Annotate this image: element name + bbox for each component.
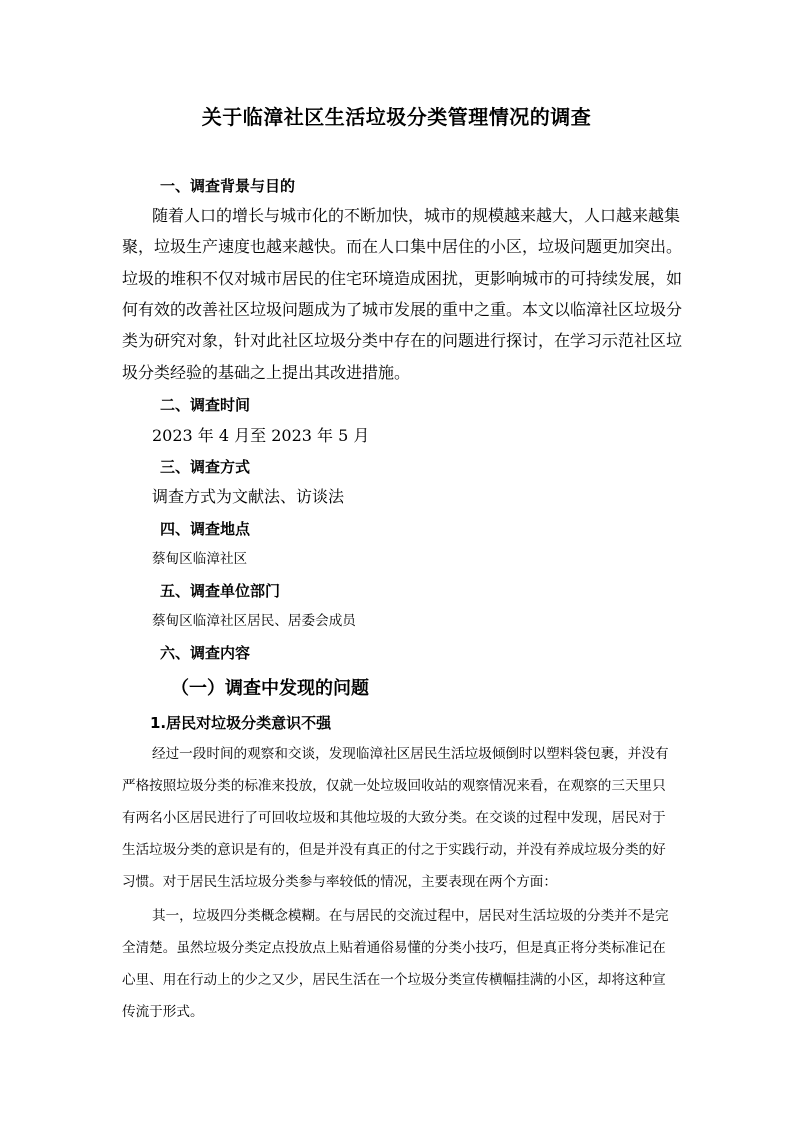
section-heading-method: 三、调查方式: [160, 458, 251, 476]
survey-time-text: 2023 年 4 月至 2023 年 5 月: [152, 426, 370, 445]
section-heading-time: 二、调查时间: [160, 396, 251, 414]
paragraph-line: 随着人口的增长与城市化的不断加快，城市的规模越来越大，人口越来越集: [152, 206, 681, 225]
survey-location-text: 蔡甸区临漳社区: [152, 551, 248, 567]
document-title: 关于临漳社区生活垃圾分类管理情况的调查: [201, 105, 592, 129]
section-heading-location: 四、调查地点: [160, 520, 251, 538]
paragraph-line: 生活垃圾分类的意识是有的，但是并没有真正的付之于实践行动，并没有养成垃圾分类的好: [122, 842, 666, 858]
survey-method-text: 调查方式为文献法、访谈法: [152, 487, 345, 506]
paragraph-line: 垃圾的堆积不仅对城市居民的住宅环境造成困扰，更影响城市的可持续发展，如: [122, 269, 683, 288]
paragraph-line: 何有效的改善社区垃圾问题成为了城市发展的重中之重。本文以临漳社区垃圾分: [122, 300, 683, 319]
section-heading-content: 六、调查内容: [160, 644, 251, 662]
section-heading-department: 五、调查单位部门: [160, 582, 281, 600]
paragraph-line: 严格按照垃圾分类的标准来投放，仅就一处垃圾回收站的观察情况来看，在观察的三天里只: [122, 778, 666, 794]
paragraph-line: 圾分类经验的基础之上提出其改进措施。: [122, 363, 411, 382]
paragraph-line: 有两名小区居民进行了可回收垃圾和其他垃圾的大致分类。在交谈的过程中发现，居民对于: [122, 810, 666, 826]
paragraph-line: 类为研究对象，针对此社区垃圾分类中存在的问题进行探讨，在学习示范社区垃: [122, 331, 683, 350]
paragraph-line: 习惯。对于居民生活垃圾分类参与率较低的情况，主要表现在两个方面：: [122, 874, 557, 890]
paragraph-line: 传流于形式。: [122, 1004, 204, 1020]
survey-department-text: 蔡甸区临漳社区居民、居委会成员: [152, 613, 356, 629]
paragraph-line: 心里、用在行动上的少之又少，居民生活在一个垃圾分类宣传横幅挂满的小区，却将这种宣: [122, 972, 666, 988]
paragraph-line: 全清楚。虽然垃圾分类定点投放点上贴着通俗易懂的分类小技巧，但是真正将分类标准记在: [122, 940, 666, 956]
paragraph-line: 聚，垃圾生产速度也越来越快。而在人口集中居住的小区，垃圾问题更加突出。: [122, 237, 683, 256]
paragraph-line: 经过一段时间的观察和交谈，发现临漳社区居民生活垃圾倾倒时以塑料袋包裹，并没有: [152, 746, 669, 762]
item-heading-awareness: 1.居民对垃圾分类意识不强: [150, 714, 332, 732]
subsection-heading-problems: （一）调查中发现的问题: [171, 678, 369, 699]
paragraph-line: 其一，垃圾四分类概念模糊。在与居民的交流过程中，居民对生活垃圾的分类并不是完: [152, 908, 669, 924]
section-heading-background: 一、调查背景与目的: [160, 177, 296, 195]
